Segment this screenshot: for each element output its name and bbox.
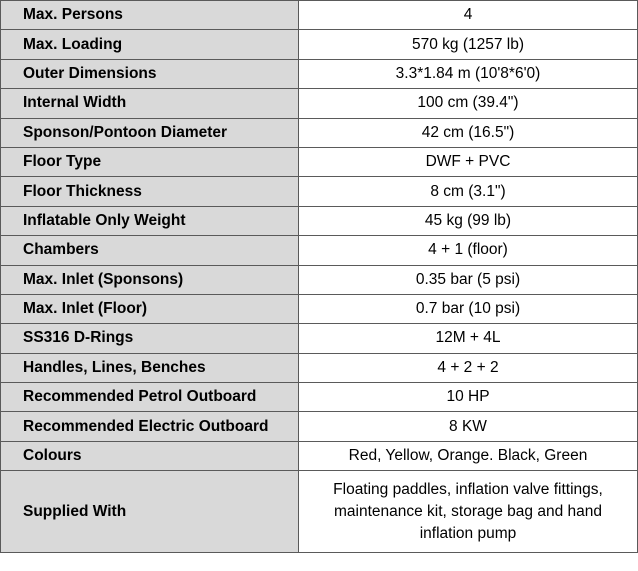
table-row [1,236,638,265]
spec-label-chambers: Chambers [1,236,299,265]
spec-label-outer-dimensions: Outer Dimensions [1,59,299,88]
spec-table-body [1,1,638,553]
spec-value-colours: Red, Yellow, Orange. Black, Green [299,441,638,470]
spec-label-max-inlet-floor: Max. Inlet (Floor) [1,294,299,323]
spec-label-electric-outboard: Recommended Electric Outboard [1,412,299,441]
spec-label-petrol-outboard: Recommended Petrol Outboard [1,383,299,412]
spec-value-max-persons: 4 [299,1,638,30]
spec-label-d-rings: SS316 D-Rings [1,324,299,353]
spec-value-outer-dimensions: 3.3*1.84 m (10'8*6'0) [299,59,638,88]
table-row [1,147,638,176]
spec-value-inflatable-weight: 45 kg (99 lb) [299,206,638,235]
spec-value-floor-thickness: 8 cm (3.1") [299,177,638,206]
spec-value-d-rings: 12M + 4L [299,324,638,353]
table-row [1,1,638,30]
table-row [1,118,638,147]
spec-value-chambers: 4 + 1 (floor) [299,236,638,265]
spec-value-sponson-diameter: 42 cm (16.5") [299,118,638,147]
spec-value-max-loading: 570 kg (1257 lb) [299,30,638,59]
spec-label-max-loading: Max. Loading [1,30,299,59]
spec-value-max-inlet-floor: 0.7 bar (10 psi) [299,294,638,323]
table-row [1,294,638,323]
table-row [1,383,638,412]
table-row [1,471,638,553]
spec-label-sponson-diameter: Sponson/Pontoon Diameter [1,118,299,147]
spec-value-floor-type: DWF + PVC [299,147,638,176]
spec-label-max-persons: Max. Persons [1,1,299,30]
spec-value-max-inlet-sponsons: 0.35 bar (5 psi) [299,265,638,294]
table-row [1,206,638,235]
spec-label-internal-width: Internal Width [1,89,299,118]
table-row [1,265,638,294]
table-row [1,441,638,470]
table-row [1,412,638,441]
spec-label-max-inlet-sponsons: Max. Inlet (Sponsons) [1,265,299,294]
spec-label-colours: Colours [1,441,299,470]
spec-label-supplied-with: Supplied With [1,471,299,553]
table-row [1,353,638,382]
spec-label-handles-lines-benches: Handles, Lines, Benches [1,353,299,382]
spec-value-handles-lines-benches: 4 + 2 + 2 [299,353,638,382]
spec-value-petrol-outboard: 10 HP [299,383,638,412]
spec-value-internal-width: 100 cm (39.4") [299,89,638,118]
spec-value-supplied-with: Floating paddles, inflation valve fittings, maintenance kit, storage bag and hand inflation pump [299,471,638,553]
spec-label-inflatable-weight: Inflatable Only Weight [1,206,299,235]
table-row [1,59,638,88]
spec-value-electric-outboard: 8 KW [299,412,638,441]
spec-label-floor-thickness: Floor Thickness [1,177,299,206]
table-row [1,324,638,353]
spec-label-floor-type: Floor Type [1,147,299,176]
table-row [1,30,638,59]
table-row [1,177,638,206]
table-row [1,89,638,118]
